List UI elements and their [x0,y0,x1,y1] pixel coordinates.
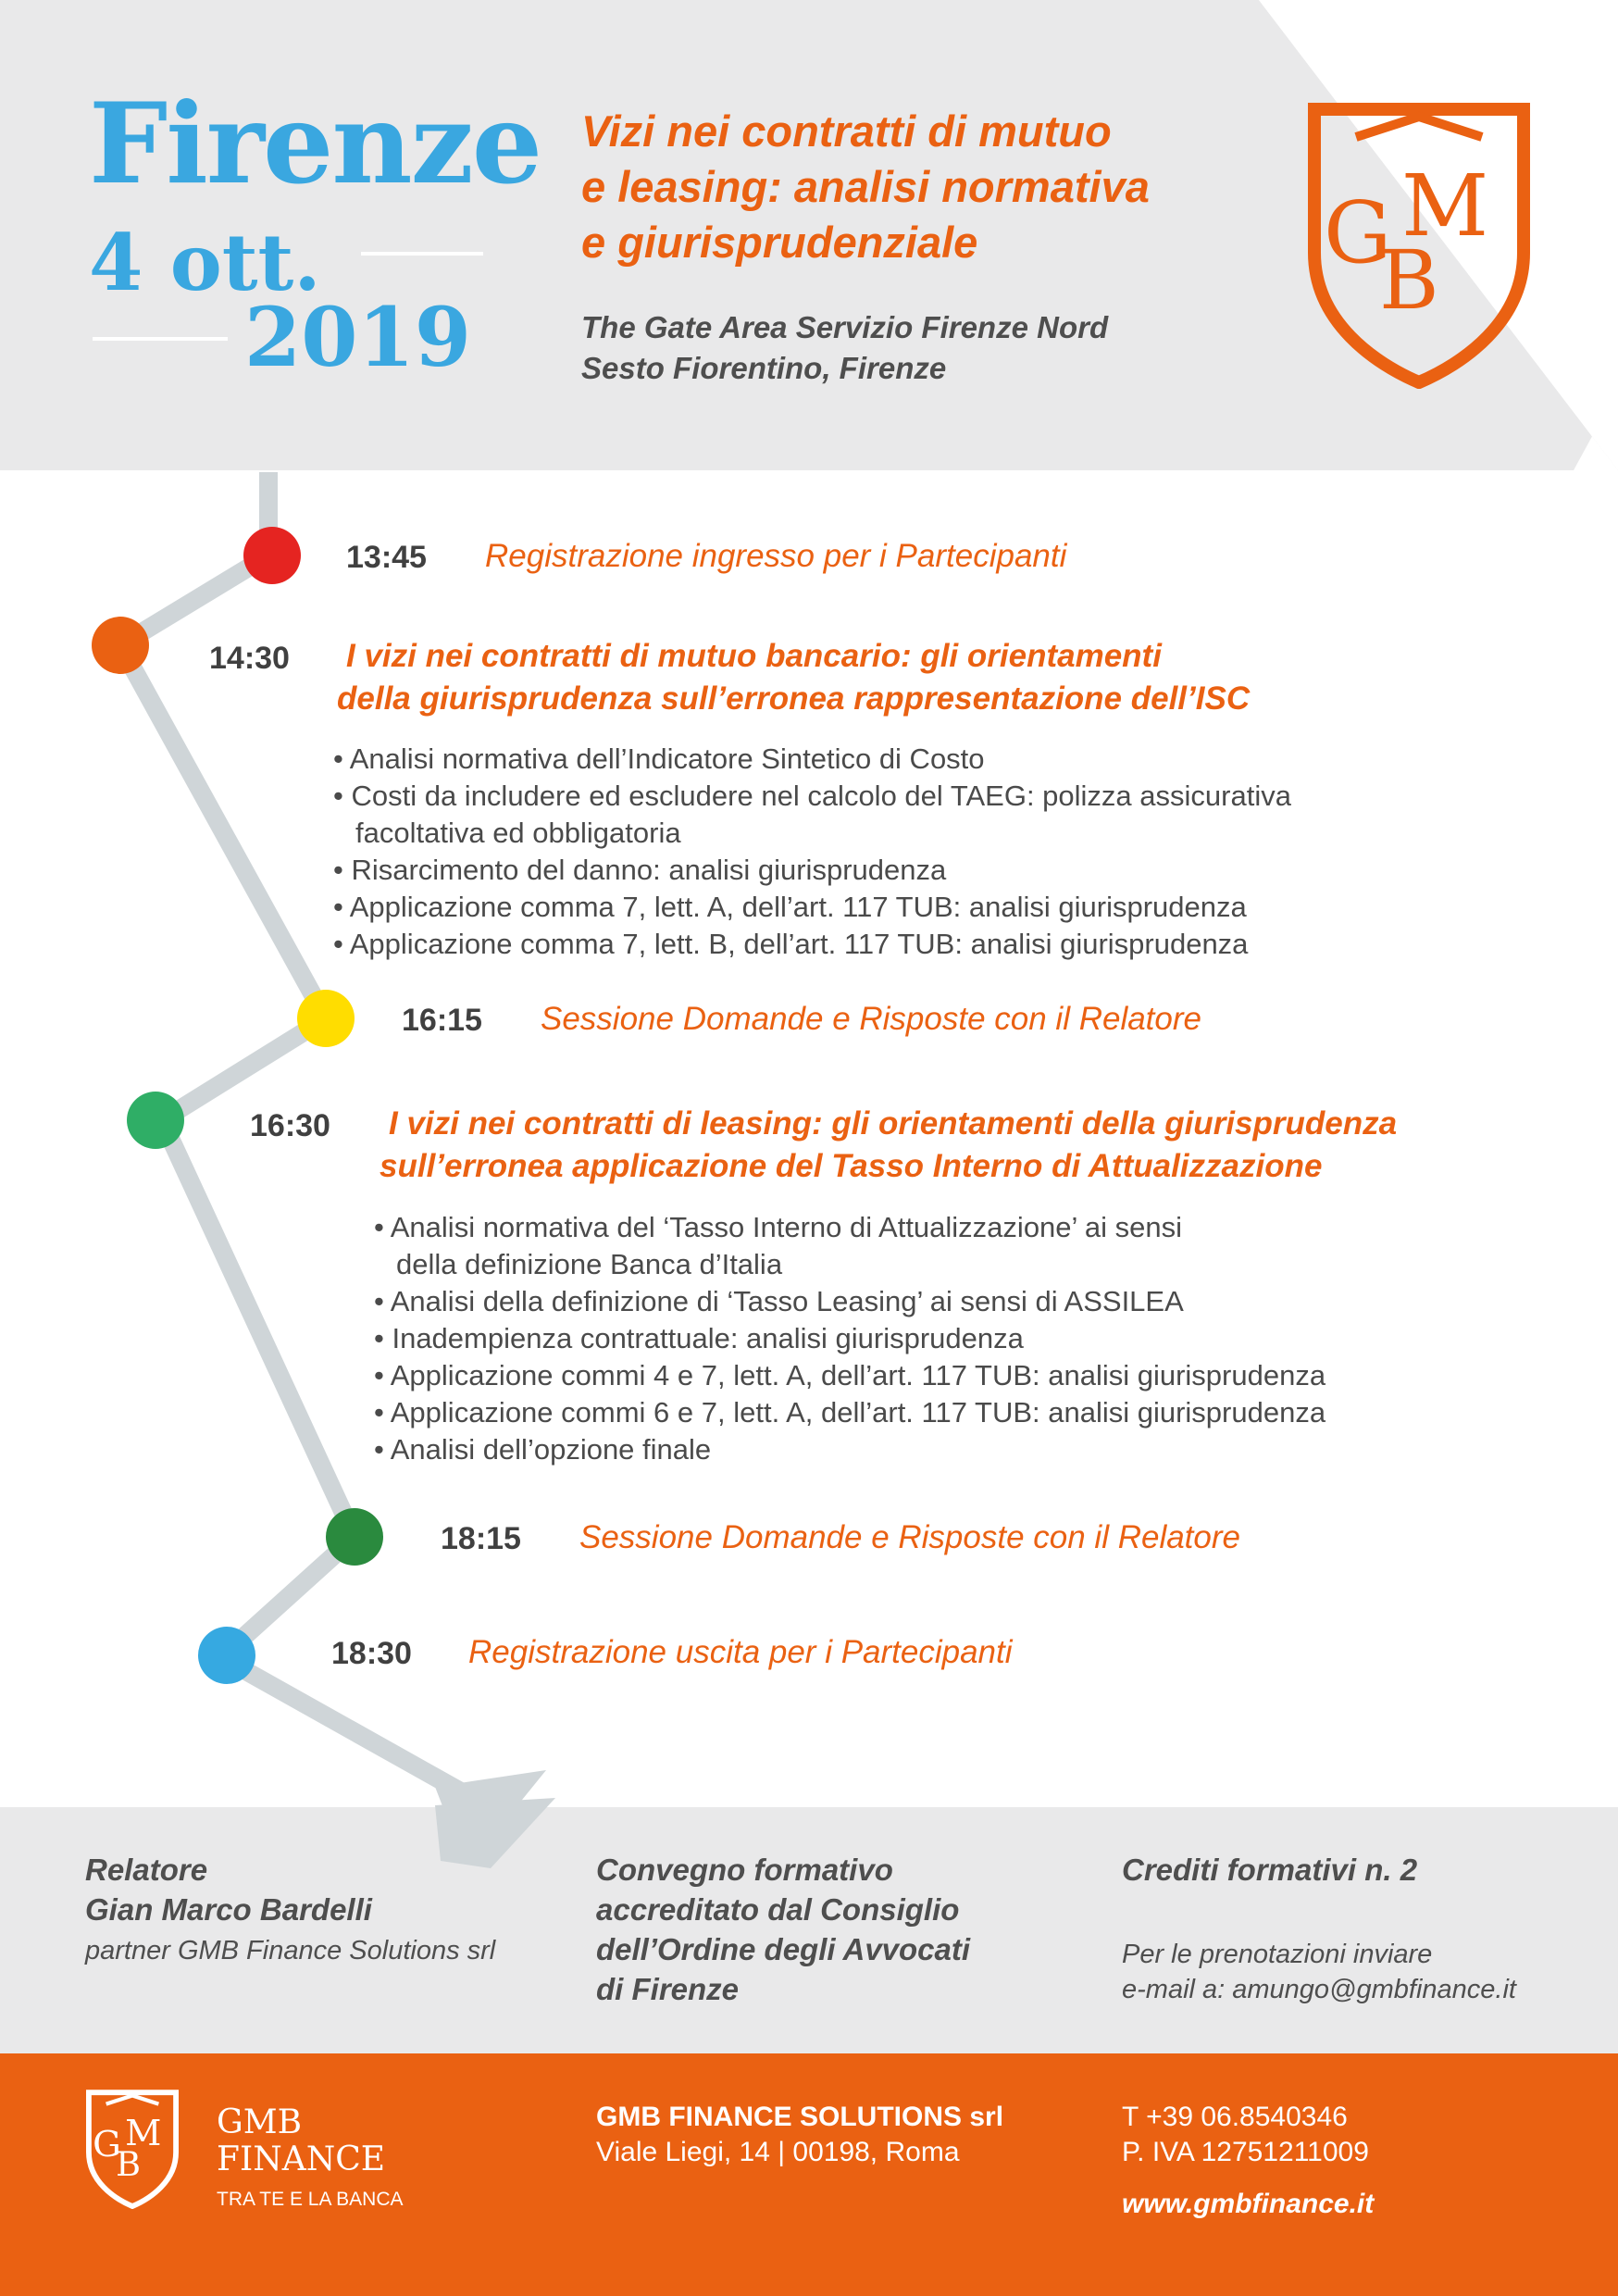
brand-name-line2: FINANCE [217,2140,386,2178]
session-topics [333,741,1291,963]
agenda-time: 16:15 [402,1003,482,1038]
agenda-item-label: Sessione Domande e Risposte con il Relatore [541,1001,1201,1037]
company-phone[interactable]: T +39 06.8540346 [1122,2102,1348,2132]
list-item: della definizione Banca d’Italia [396,1248,783,1280]
booking-line: Per le prenotazioni inviare [1122,1940,1433,1969]
event-title: Vizi nei contratti di mutuo e leasing: analisi normativa e giurisprudenziale [581,106,1150,267]
company-name: GMB FINANCE SOLUTIONS srl [596,2102,1004,2132]
svg-text:M: M [125,2112,162,2154]
event-date: 4 ott. [89,217,321,308]
list-item: • Applicazione comma 7, lett. A, dell’art. 117 TUB: analisi giurisprudenza [333,891,1247,923]
list-item: • Analisi normativa dell’Indicatore Sintetico di Costo [333,742,985,775]
company-address: Viale Liegi, 14 | 00198, Roma [596,2137,960,2167]
timeline-dot-red [243,527,301,584]
list-item: • Risarcimento del danno: analisi giurisprudenza [333,854,947,886]
agenda-item-label: Sessione Domande e Risposte con il Relatore [579,1519,1240,1555]
timeline-dot-yellow [297,990,355,1047]
svg-text:G: G [93,2123,121,2165]
list-item: • Applicazione comma 7, lett. B, dell’art. 117 TUB: analisi giurisprudenza [333,928,1249,960]
speaker-block [85,1850,372,1929]
date-rule [361,252,483,256]
event-year: 2019 [244,289,471,385]
svg-text:G: G [1324,183,1392,282]
svg-text:M: M [1401,156,1489,256]
company-vat: P. IVA 12751211009 [1122,2137,1369,2167]
timeline-dot-orange [92,617,149,674]
agenda-time: 18:30 [331,1636,412,1671]
session-topics [374,1209,1326,1468]
list-item: • Inadempienza contrattuale: analisi giurisprudenza [374,1322,1024,1354]
list-item: • Costi da includere ed escludere nel calcolo del TAEG: polizza assicurativa [333,780,1291,812]
accreditation-text: Convegno formativo accreditato dal Consiglio dell’Ordine degli Avvocati di Firenze [596,1853,971,2006]
agenda-time: 14:30 [209,641,290,676]
speaker-role: partner GMB Finance Solutions srl [85,1936,496,1965]
timeline-dot-blue [198,1627,255,1684]
session-title: I vizi nei contratti di mutuo bancario: gli orientamenti della giurisprudenza sull’erronea rappresentazione dell’ISC [337,638,1251,717]
event-venue: The Gate Area Servizio Firenze Nord Sesto Fiorentino, Firenze [581,310,1109,385]
brand-name-line1: GMB [217,2103,303,2141]
agenda-time: 13:45 [346,540,427,575]
agenda-time: 18:15 [441,1521,521,1556]
list-item: • Analisi normativa del ‘Tasso Interno di Attualizzazione’ ai sensi [374,1211,1182,1243]
credits-text: Crediti formativi n. 2 [1122,1853,1418,1887]
year-rule [93,337,228,341]
session-title: I vizi nei contratti di leasing: gli orientamenti della giurisprudenza sull’erronea applicazione del Tasso Interno di Attualizzazione [380,1105,1398,1184]
gmb-footer-logo [83,2089,181,2209]
agenda-item-label: Registrazione uscita per i Partecipanti [468,1634,1013,1670]
gmb-shield-logo [1305,100,1533,389]
svg-text:B: B [1379,232,1439,328]
list-item: • Applicazione commi 6 e 7, lett. A, dell’art. 117 TUB: analisi giurisprudenza [374,1396,1326,1429]
list-item: facoltativa ed obbligatoria [355,817,681,849]
list-item: • Analisi della definizione di ‘Tasso Leasing’ ai sensi di ASSILEA [374,1285,1184,1317]
website-link[interactable]: www.gmbfinance.it [1122,2189,1375,2219]
timeline-dot-dark-green [326,1508,383,1566]
svg-text:B: B [116,2143,142,2184]
agenda-item-label: Registrazione ingresso per i Partecipanti [485,538,1067,574]
speaker-name: Gian Marco Bardelli [85,1892,372,1927]
agenda-time: 16:30 [250,1108,330,1143]
speaker-heading: Relatore [85,1853,208,1887]
list-item: • Applicazione commi 4 e 7, lett. A, dell’art. 117 TUB: analisi giurisprudenza [374,1359,1326,1391]
booking-email[interactable]: e-mail a: amungo@gmbfinance.it [1122,1975,1516,2004]
list-item: • Analisi dell’opzione finale [374,1433,712,1466]
brand-tagline: TRA TE E LA BANCA [217,2189,404,2210]
timeline-dot-green [127,1092,184,1149]
event-city: Firenze [89,79,541,209]
